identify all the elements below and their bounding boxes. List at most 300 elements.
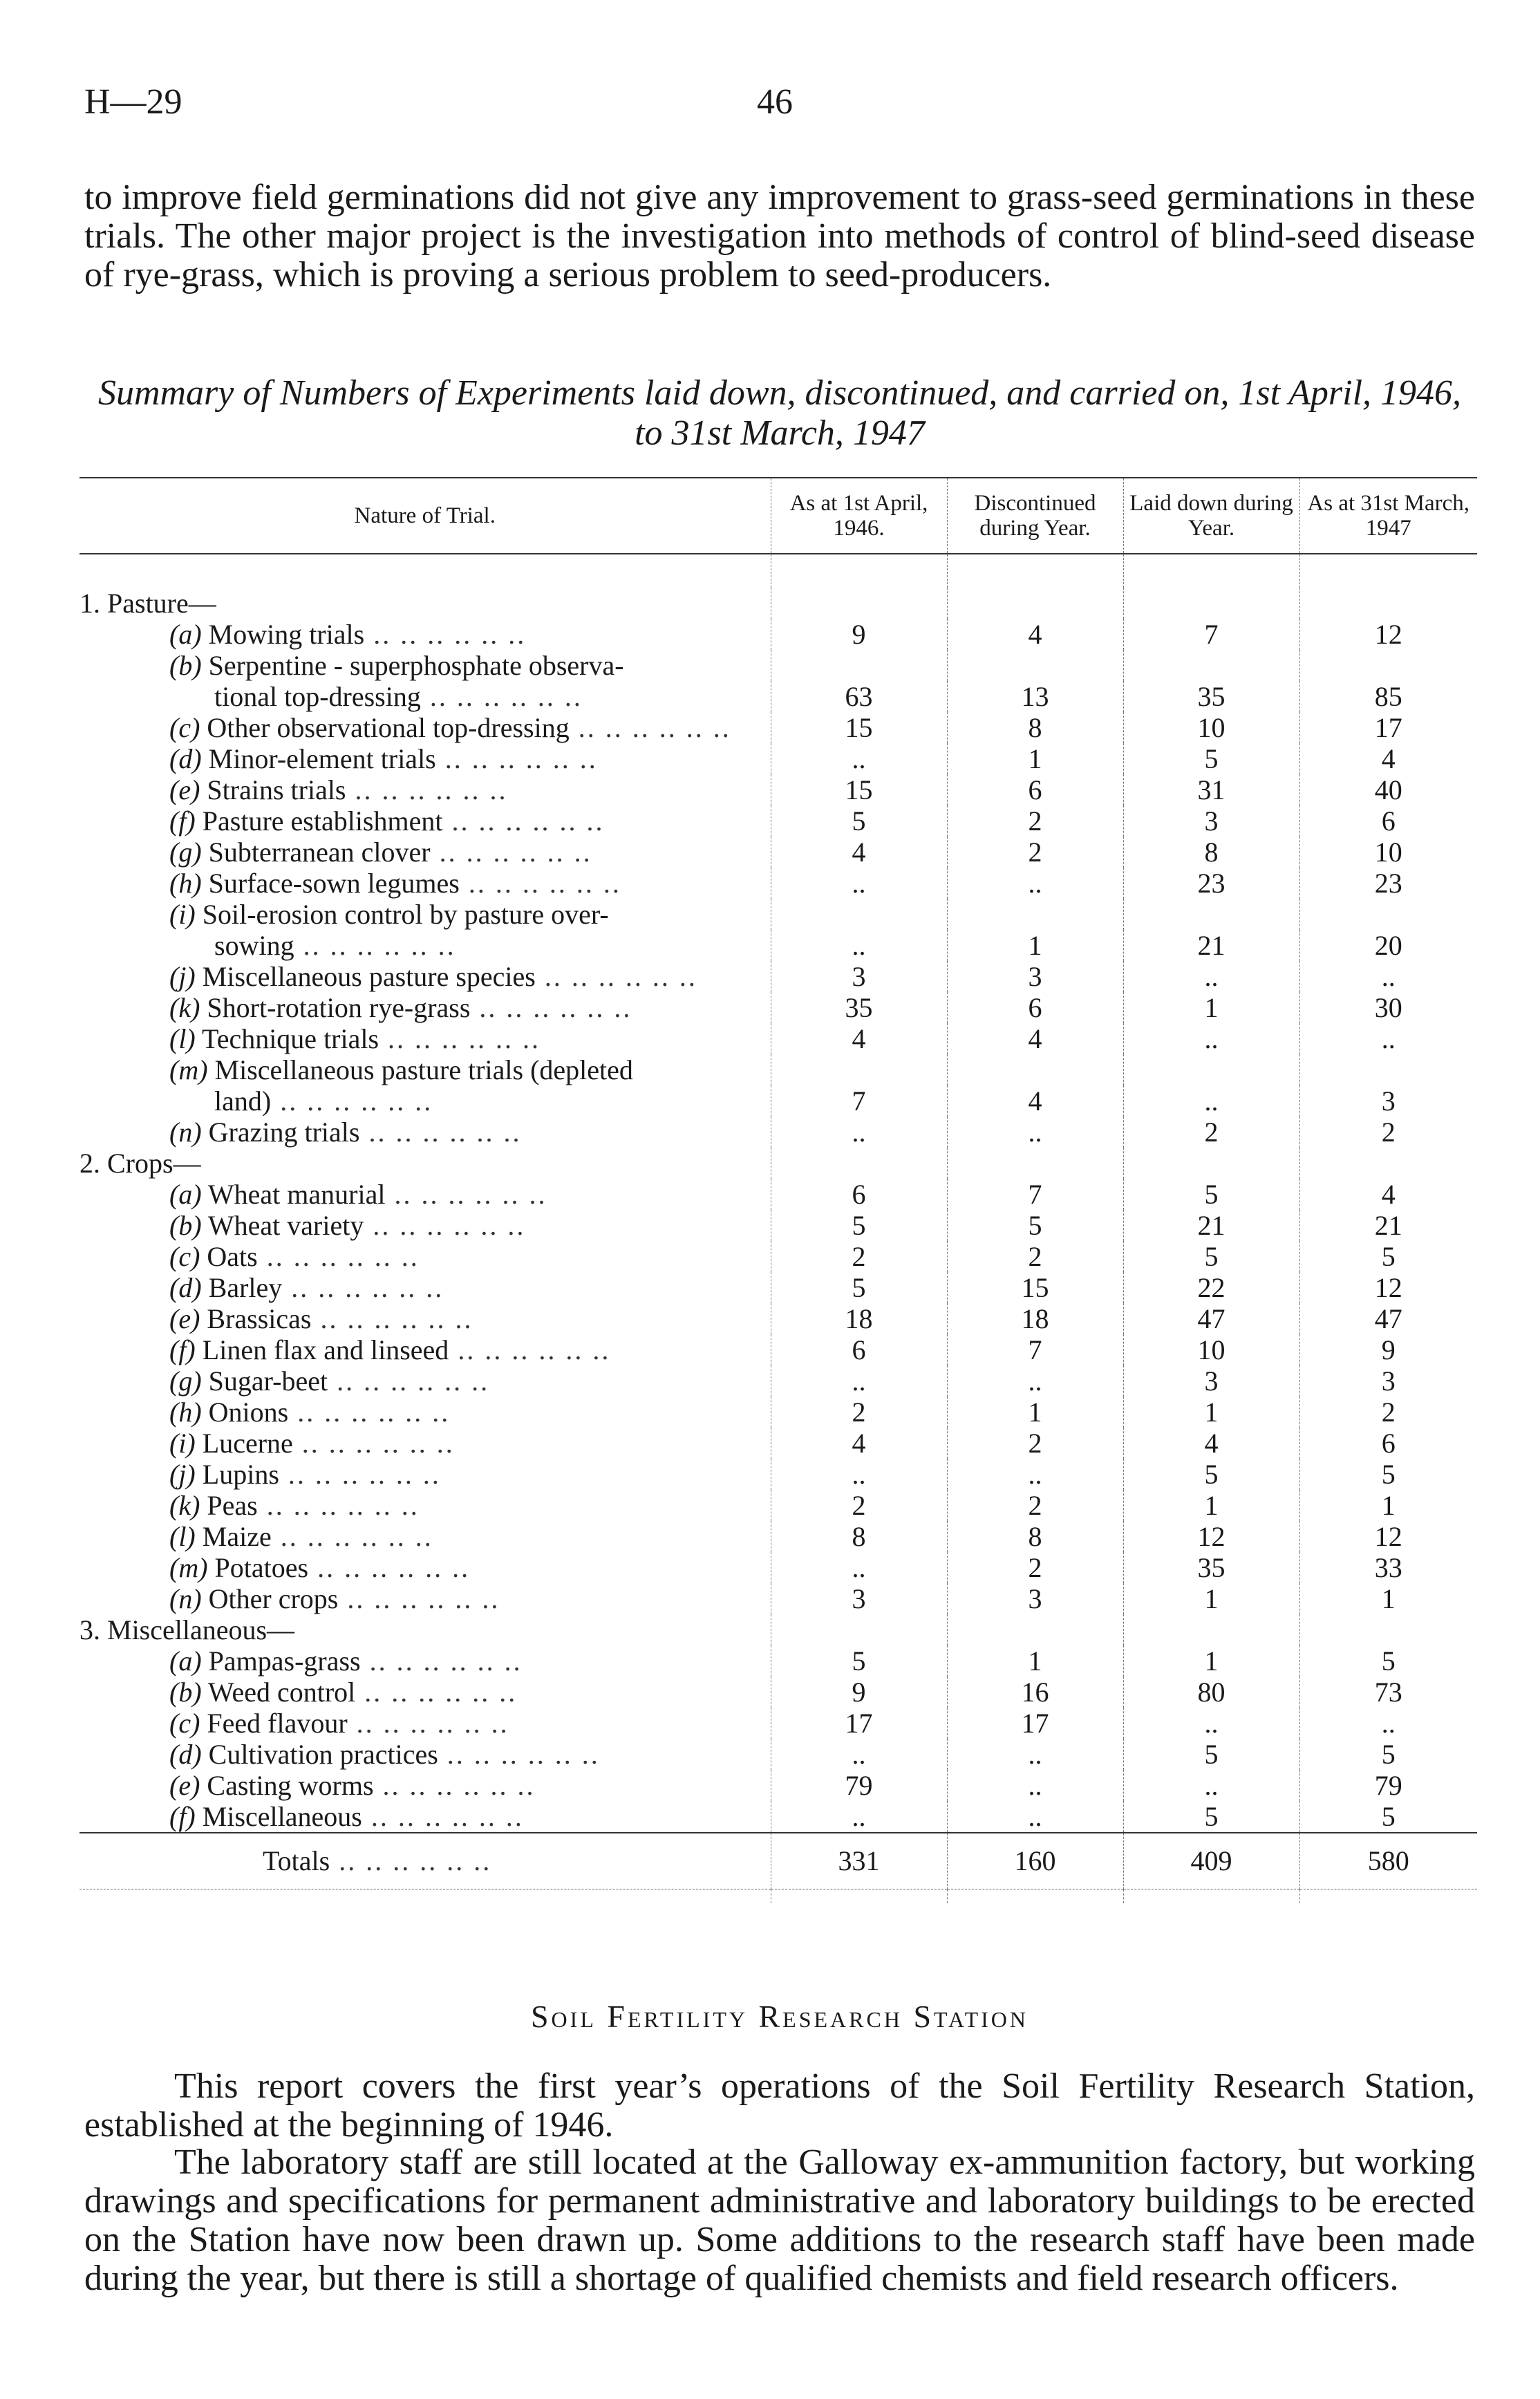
empty-cell	[1123, 1054, 1299, 1085]
empty-cell	[771, 1148, 947, 1179]
empty-cell	[947, 650, 1123, 681]
value-cell: ..	[1123, 1023, 1299, 1054]
col-header-laid-down: Laid down during Year.	[1123, 478, 1299, 554]
table-row	[79, 1334, 1477, 1365]
trial-label	[79, 1521, 771, 1552]
table-row	[79, 774, 1477, 805]
value-cell: 4	[771, 837, 947, 868]
table-row	[79, 1117, 1477, 1148]
table-row	[79, 868, 1477, 899]
item-name: Maize	[202, 1521, 272, 1552]
leader-dots: .. .. .. .. .. ..	[311, 1303, 473, 1334]
value-cell: 3	[1299, 1085, 1477, 1117]
col-header-as-at-april: As at 1st April, 1946.	[771, 478, 947, 554]
value-cell: ..	[1123, 1085, 1299, 1117]
value-cell: 6	[947, 774, 1123, 805]
table-row	[79, 1552, 1477, 1583]
value-cell: 2	[771, 1397, 947, 1428]
item-name: Sugar-beet	[208, 1365, 328, 1397]
value-cell: 5	[1123, 1801, 1299, 1833]
value-cell: 2	[947, 1241, 1123, 1272]
empty-cell	[771, 1614, 947, 1645]
value-cell: 12	[1299, 1272, 1477, 1303]
empty-cell	[1299, 588, 1477, 619]
value-cell: 1	[947, 930, 1123, 961]
item-letter: (d)	[169, 1739, 202, 1770]
item-letter: (b)	[169, 650, 202, 681]
value-cell: 3	[1299, 1365, 1477, 1397]
item-letter: (e)	[169, 1770, 200, 1801]
table-caption: Summary of Numbers of Experiments laid down, discontinued, and carried on, 1st April, 1946, to 31st March, 1947	[97, 373, 1462, 453]
value-cell: 5	[771, 1645, 947, 1677]
value-cell: 9	[1299, 1334, 1477, 1365]
value-cell: 17	[771, 1708, 947, 1739]
value-cell: 63	[771, 681, 947, 712]
item-letter: (a)	[169, 1179, 202, 1210]
table-body	[79, 554, 1477, 1903]
value-cell: ..	[947, 1770, 1123, 1801]
leader-dots: .. .. .. .. .. ..	[282, 1272, 444, 1303]
value-cell: 2	[771, 1490, 947, 1521]
value-cell: 15	[947, 1272, 1123, 1303]
value-cell: 4	[947, 1085, 1123, 1117]
rule-cell	[1299, 1889, 1477, 1904]
trial-label	[79, 1552, 771, 1583]
item-name: Other crops	[208, 1583, 339, 1614]
item-letter: (j)	[169, 1459, 196, 1490]
leader-dots: .. .. .. .. .. ..	[569, 712, 731, 743]
item-letter: (a)	[169, 619, 202, 650]
value-cell: 6	[947, 992, 1123, 1023]
trial-label	[79, 899, 771, 930]
item-name: Peas	[207, 1490, 258, 1521]
rule-cell	[947, 1889, 1123, 1904]
value-cell: ..	[947, 1117, 1123, 1148]
trial-label	[79, 1179, 771, 1210]
leader-dots: .. .. .. .. .. ..	[373, 1770, 536, 1801]
value-cell: 9	[771, 1677, 947, 1708]
trial-label	[79, 1272, 771, 1303]
leader-dots: .. .. .. .. .. ..	[292, 1428, 455, 1459]
item-letter: (b)	[169, 1677, 202, 1708]
trial-label-continued	[79, 1085, 771, 1117]
leader-dots: .. .. .. .. .. ..	[535, 961, 697, 992]
item-name: Short-rotation rye-grass	[207, 992, 471, 1023]
value-cell: 17	[947, 1708, 1123, 1739]
item-name-cont: sowing	[214, 930, 294, 961]
item-letter: (f)	[169, 1801, 196, 1832]
totals-row	[79, 1833, 1477, 1889]
leader-dots: .. .. .. .. .. ..	[288, 1397, 451, 1428]
value-cell: 18	[947, 1303, 1123, 1334]
value-cell: ..	[947, 1365, 1123, 1397]
value-cell: 8	[947, 712, 1123, 743]
value-cell: 5	[1123, 1179, 1299, 1210]
item-name: Feed flavour	[207, 1708, 348, 1739]
item-name: Technique trials	[202, 1023, 379, 1054]
item-name: Soil-erosion control by pasture over-	[202, 899, 609, 930]
empty-cell	[1299, 899, 1477, 930]
value-cell: 6	[1299, 805, 1477, 837]
item-letter: (c)	[169, 1241, 200, 1272]
item-letter: (n)	[169, 1117, 202, 1148]
value-cell: 3	[771, 961, 947, 992]
value-cell: ..	[1299, 1023, 1477, 1054]
value-cell: 7	[1123, 619, 1299, 650]
item-letter: (l)	[169, 1521, 196, 1552]
trial-label	[79, 774, 771, 805]
value-cell: 15	[771, 712, 947, 743]
leader-dots: .. .. .. .. .. ..	[271, 1521, 433, 1552]
trial-label-continued	[79, 930, 771, 961]
leader-dots: .. .. .. .. .. ..	[308, 1552, 471, 1583]
empty-cell	[771, 650, 947, 681]
value-cell: 15	[771, 774, 947, 805]
trial-label	[79, 992, 771, 1023]
table-row	[79, 1085, 1477, 1117]
value-cell: 5	[1299, 1241, 1477, 1272]
value-cell: 2	[1123, 1117, 1299, 1148]
empty-cell	[947, 1148, 1123, 1179]
empty-cell	[947, 899, 1123, 930]
item-letter: (d)	[169, 1272, 202, 1303]
trial-label	[79, 619, 771, 650]
empty-cell	[947, 588, 1123, 619]
experiments-summary-table	[79, 477, 1477, 1903]
value-cell: 5	[1299, 1645, 1477, 1677]
trial-label	[79, 1397, 771, 1428]
value-cell: 1	[1123, 1397, 1299, 1428]
value-cell: 5	[771, 1272, 947, 1303]
document-code: H—29	[84, 82, 182, 122]
value-cell: 2	[1299, 1397, 1477, 1428]
trial-label	[79, 1303, 771, 1334]
value-cell: ..	[771, 1739, 947, 1770]
value-cell: 40	[1299, 774, 1477, 805]
item-name: Lucerne	[202, 1428, 293, 1459]
trial-label	[79, 1117, 771, 1148]
value-cell: 79	[1299, 1770, 1477, 1801]
item-letter: (n)	[169, 1583, 202, 1614]
item-letter: (b)	[169, 1210, 202, 1241]
empty-cell	[1123, 588, 1299, 619]
value-cell: 73	[1299, 1677, 1477, 1708]
value-cell: ..	[1123, 961, 1299, 992]
value-cell: 9	[771, 619, 947, 650]
value-cell: 5	[1299, 1459, 1477, 1490]
table-row	[79, 650, 1477, 681]
trial-label	[79, 1645, 771, 1677]
value-cell: ..	[771, 1117, 947, 1148]
empty-cell	[1299, 650, 1477, 681]
item-letter: (m)	[169, 1552, 208, 1583]
leader-dots: .. .. .. .. .. ..	[364, 1210, 526, 1241]
value-cell: 23	[1299, 868, 1477, 899]
value-cell: ..	[771, 1365, 947, 1397]
trial-label	[79, 1023, 771, 1054]
table-row	[79, 1428, 1477, 1459]
table-row	[79, 1179, 1477, 1210]
empty-cell	[1123, 650, 1299, 681]
value-cell: ..	[1299, 1708, 1477, 1739]
table-row	[79, 899, 1477, 930]
leader-dots: .. .. .. .. .. ..	[338, 1583, 500, 1614]
leader-dots: .. .. .. .. .. ..	[328, 1365, 490, 1397]
leader-dots: .. .. .. .. .. ..	[279, 1459, 441, 1490]
rule-cell	[79, 1889, 771, 1904]
trial-label	[79, 1241, 771, 1272]
leader-dots: .. .. .. .. .. ..	[355, 1677, 518, 1708]
table-row	[79, 1397, 1477, 1428]
leader-dots: .. .. .. .. .. ..	[449, 1334, 611, 1365]
value-cell: 8	[1123, 837, 1299, 868]
trial-label	[79, 805, 771, 837]
value-cell: 5	[947, 1210, 1123, 1241]
item-name: Pasture establishment	[202, 805, 443, 837]
trial-label	[79, 1428, 771, 1459]
value-cell: 13	[947, 681, 1123, 712]
value-cell: 20	[1299, 930, 1477, 961]
value-cell: ..	[771, 743, 947, 774]
value-cell: 6	[1299, 1428, 1477, 1459]
item-letter: (c)	[169, 1708, 200, 1739]
table-row	[79, 1303, 1477, 1334]
value-cell: ..	[947, 1739, 1123, 1770]
value-cell: 85	[1299, 681, 1477, 712]
trial-label	[79, 1677, 771, 1708]
trial-label	[79, 868, 771, 899]
value-cell: 5	[1123, 1241, 1299, 1272]
item-letter: (e)	[169, 774, 200, 805]
empty-cell	[1123, 1148, 1299, 1179]
value-cell: 5	[1123, 1739, 1299, 1770]
trial-label	[79, 1459, 771, 1490]
trial-label	[79, 1054, 771, 1085]
item-name: Wheat variety	[207, 1210, 364, 1241]
table-row	[79, 712, 1477, 743]
spacer-row	[79, 554, 1477, 588]
value-cell: 5	[1123, 743, 1299, 774]
item-letter: (d)	[169, 743, 202, 774]
value-cell: 5	[1123, 1459, 1299, 1490]
trial-label	[79, 1365, 771, 1397]
page-number: 46	[757, 82, 793, 122]
leader-dots: .. .. .. .. .. ..	[438, 1739, 600, 1770]
item-name: Barley	[208, 1272, 283, 1303]
value-cell: 4	[1299, 1179, 1477, 1210]
value-cell: 7	[947, 1179, 1123, 1210]
value-cell: 2	[947, 1428, 1123, 1459]
empty-cell	[1299, 1614, 1477, 1645]
value-cell: 6	[771, 1179, 947, 1210]
item-name: Miscellaneous	[202, 1801, 362, 1832]
value-cell: 1	[1299, 1583, 1477, 1614]
total-value-cell: 160	[947, 1833, 1123, 1889]
leader-dots: .. .. .. .. .. ..	[347, 1708, 509, 1739]
table-row	[79, 1272, 1477, 1303]
leader-dots: .. .. .. .. .. ..	[360, 1645, 523, 1677]
section-row	[79, 588, 1477, 619]
value-cell: 1	[947, 1645, 1123, 1677]
trial-label	[79, 1739, 771, 1770]
table-row	[79, 837, 1477, 868]
table-row	[79, 1583, 1477, 1614]
value-cell: 12	[1123, 1521, 1299, 1552]
value-cell: 1	[1123, 1645, 1299, 1677]
rule-cell	[1123, 1889, 1299, 1904]
value-cell: 8	[947, 1521, 1123, 1552]
leader-dots: .. .. .. .. .. ..	[330, 1845, 492, 1876]
item-letter: (g)	[169, 1365, 202, 1397]
empty-cell	[771, 1054, 947, 1085]
item-name: Wheat manurial	[207, 1179, 386, 1210]
total-value-cell: 331	[771, 1833, 947, 1889]
value-cell: 33	[1299, 1552, 1477, 1583]
col-header-discontinued: Discontinued during Year.	[947, 478, 1123, 554]
item-name: Strains trials	[207, 774, 346, 805]
item-name: Cultivation practices	[208, 1739, 438, 1770]
empty-cell	[947, 1054, 1123, 1085]
item-letter: (h)	[169, 868, 202, 899]
trial-label-continued	[79, 681, 771, 712]
value-cell: 3	[771, 1583, 947, 1614]
value-cell: 5	[1299, 1739, 1477, 1770]
value-cell: 3	[1123, 1365, 1299, 1397]
value-cell: 35	[1123, 1552, 1299, 1583]
value-cell: 10	[1123, 1334, 1299, 1365]
item-name: Grazing trials	[208, 1117, 360, 1148]
item-letter: (f)	[169, 1334, 196, 1365]
value-cell: 3	[1123, 805, 1299, 837]
table-row	[79, 1739, 1477, 1770]
value-cell: 4	[947, 619, 1123, 650]
body-paragraph: The laboratory staff are still located at the Galloway ex-ammunition factory, but working drawings and specifications for permanent administrative and laboratory buildings to be erected on the Station have now been drawn up. Some additions to the research staff have been made during the year, but there is still a shortage of qualified chemists and field research officers.	[84, 2143, 1475, 2298]
table-row	[79, 992, 1477, 1023]
item-name: Weed control	[207, 1677, 356, 1708]
spacer-cell	[1123, 554, 1299, 588]
value-cell: 21	[1299, 1210, 1477, 1241]
value-cell: 1	[1123, 1583, 1299, 1614]
table-row	[79, 1645, 1477, 1677]
leader-dots: .. .. .. .. .. ..	[442, 805, 605, 837]
value-cell: 5	[771, 1210, 947, 1241]
value-cell: 21	[1123, 930, 1299, 961]
leader-dots: .. .. .. .. .. ..	[257, 1241, 420, 1272]
value-cell: 1	[1299, 1490, 1477, 1521]
spacer-cell	[947, 554, 1123, 588]
item-name: Surface-sown legumes	[208, 868, 460, 899]
total-value-cell: 580	[1299, 1833, 1477, 1889]
value-cell: 2	[947, 1552, 1123, 1583]
section-heading: Soil Fertility Research Station	[530, 1999, 1029, 2034]
table-row	[79, 619, 1477, 650]
value-cell: 2	[947, 1490, 1123, 1521]
item-name: Miscellaneous pasture trials (depleted	[214, 1054, 633, 1085]
section-title: 2. Crops—	[79, 1148, 201, 1179]
value-cell: 4	[1123, 1428, 1299, 1459]
table-row	[79, 1023, 1477, 1054]
value-cell: 21	[1123, 1210, 1299, 1241]
value-cell: 3	[947, 961, 1123, 992]
value-cell: ..	[947, 1801, 1123, 1833]
value-cell: 4	[771, 1428, 947, 1459]
value-cell: 1	[947, 743, 1123, 774]
spacer-cell	[1299, 554, 1477, 588]
item-name: Brassicas	[207, 1303, 312, 1334]
item-letter: (j)	[169, 961, 196, 992]
leader-dots: .. .. .. .. .. ..	[385, 1179, 547, 1210]
value-cell: 4	[947, 1023, 1123, 1054]
leader-dots: .. .. .. .. .. ..	[257, 1490, 420, 1521]
trial-label	[79, 1210, 771, 1241]
section-title: 1. Pasture—	[79, 588, 216, 619]
value-cell: 12	[1299, 1521, 1477, 1552]
item-letter: (i)	[169, 1428, 196, 1459]
value-cell: ..	[947, 868, 1123, 899]
empty-cell	[1299, 1054, 1477, 1085]
value-cell: 2	[947, 837, 1123, 868]
value-cell: 16	[947, 1677, 1123, 1708]
value-cell: 2	[771, 1241, 947, 1272]
item-name-cont: land)	[214, 1085, 272, 1117]
table-row	[79, 1708, 1477, 1739]
value-cell: 35	[771, 992, 947, 1023]
table-row	[79, 1677, 1477, 1708]
empty-cell	[1123, 899, 1299, 930]
table-row	[79, 961, 1477, 992]
table-row	[79, 1365, 1477, 1397]
leader-dots: .. .. .. .. .. ..	[364, 619, 527, 650]
value-cell: ..	[1123, 1770, 1299, 1801]
value-cell: 5	[771, 805, 947, 837]
table-row	[79, 805, 1477, 837]
value-cell: 30	[1299, 992, 1477, 1023]
value-cell: 1	[1123, 1490, 1299, 1521]
intro-paragraph: to improve field germinations did not give any improvement to grass-seed germinations in these trials. The other major project is the investigation into methods of control of blind-seed disease of rye-grass, which is proving a serious problem to seed-producers.	[84, 178, 1475, 295]
value-cell: 2	[1299, 1117, 1477, 1148]
trial-label	[79, 712, 771, 743]
leader-dots: .. .. .. .. .. ..	[420, 681, 583, 712]
item-name: Pampas-grass	[208, 1645, 361, 1677]
value-cell: 31	[1123, 774, 1299, 805]
table-end-rule	[79, 1889, 1477, 1904]
value-cell: ..	[771, 1459, 947, 1490]
item-letter: (g)	[169, 837, 202, 868]
value-cell: 80	[1123, 1677, 1299, 1708]
value-cell: 22	[1123, 1272, 1299, 1303]
body-paragraph: This report covers the first year’s operations of the Soil Fertility Research Station, established at the beginning of 1946.	[84, 2066, 1475, 2145]
value-cell: ..	[771, 930, 947, 961]
table-header-row	[79, 478, 1477, 554]
trial-label	[79, 650, 771, 681]
value-cell: 10	[1123, 712, 1299, 743]
empty-cell	[771, 899, 947, 930]
item-letter: (k)	[169, 1490, 200, 1521]
item-name: Oats	[207, 1241, 258, 1272]
value-cell: ..	[771, 868, 947, 899]
section-title: 3. Miscellaneous—	[79, 1614, 295, 1645]
experiments-table-container	[79, 477, 1477, 1903]
table-row	[79, 1490, 1477, 1521]
col-header-nature: Nature of Trial.	[79, 478, 771, 554]
spacer-cell	[771, 554, 947, 588]
leader-dots: .. .. .. .. .. ..	[361, 1801, 524, 1832]
item-name: Potatoes	[214, 1552, 309, 1583]
item-letter: (i)	[169, 899, 196, 930]
leader-dots: .. .. .. .. .. ..	[470, 992, 632, 1023]
item-name: Onions	[208, 1397, 289, 1428]
value-cell: 7	[771, 1085, 947, 1117]
